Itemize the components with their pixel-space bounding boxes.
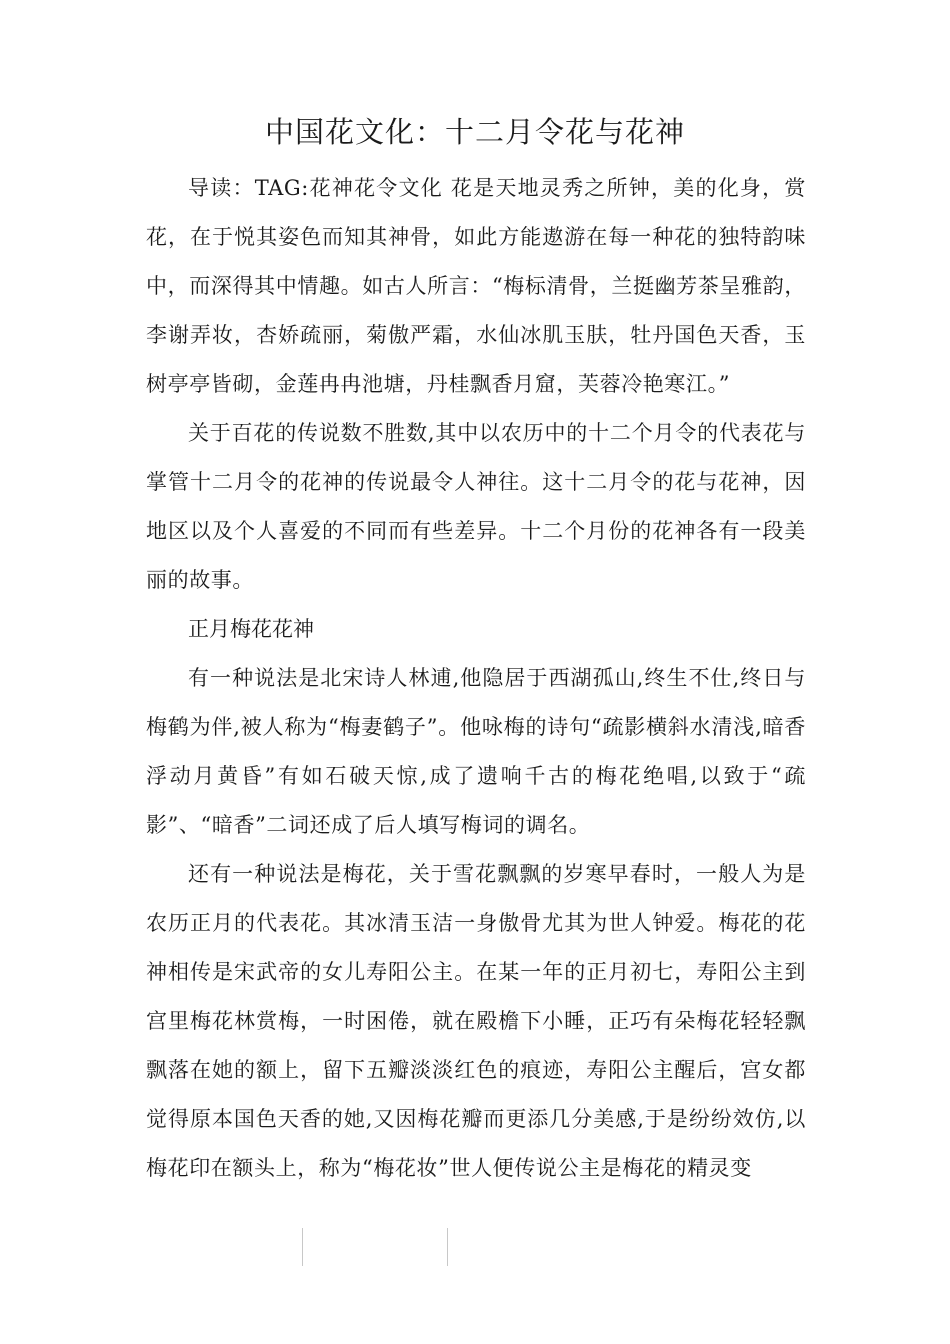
shouyang-paragraph: 还有一种说法是梅花，关于雪花飘飘的岁寒早春时，一般人为是农历正月的代表花。其冰清玉洁一身傲骨尤其为世人钟爱。梅花的花神相传是宋武帝的女儿寿阳公主。在某一年的正月初七，寿阳公主到宫里梅花林赏梅，一时困倦，就在殿檐下小睡，正巧有朵梅花轻轻飘飘落在她的额上，留下五瓣淡淡红色的痕迹，寿阳公主醒后，宫女都觉得原本国色天香的她,又因梅花瓣而更添几分美感,于是纷纷效仿,以梅花印在额头上，称为“梅花妆”世人便传说公主是梅花的精灵变 (146, 862, 806, 1180)
section-heading: 正月梅花花神 (188, 617, 314, 641)
footer-divider-right (447, 1228, 448, 1266)
document-body (146, 164, 806, 1193)
linbu-paragraph: 有一种说法是北宋诗人林逋,他隐居于西湖孤山,终生不仕,终日与梅鹤为伴,被人称为“梅妻鹤子”。他咏梅的诗句“疏影横斜水清浅,暗香浮动月黄昏”有如石破天惊,成了遗响千古的梅花绝唱,以致于“疏影”、“暗香”二词还成了后人填写梅词的调名。 (146, 666, 806, 837)
legend-paragraph: 关于百花的传说数不胜数,其中以农历中的十二个月令的代表花与掌管十二月令的花神的传说最令人神往。这十二月令的花与花神，因地区以及个人喜爱的不同而有些差异。十二个月份的花神各有一段美丽的故事。 (146, 421, 806, 592)
footer-divider-left (302, 1228, 303, 1266)
intro-paragraph: 导读：TAG:花神花令文化 花是天地灵秀之所钟，美的化身，赏花，在于悦其姿色而知其神骨，如此方能遨游在每一种花的独特韵味中，而深得其中情趣。如古人所言：“梅标清骨，兰挺幽芳茶呈雅韵，李谢弄妆，杏娇疏丽，菊傲严霜，水仙冰肌玉肤，牡丹国色天香，玉树亭亭皆砌，金莲冉冉池塘，丹桂飘香月窟，芙蓉冷艳寒江。” (146, 176, 806, 396)
document-title: 中国花文化：十二月令花与花神 (264, 115, 685, 149)
